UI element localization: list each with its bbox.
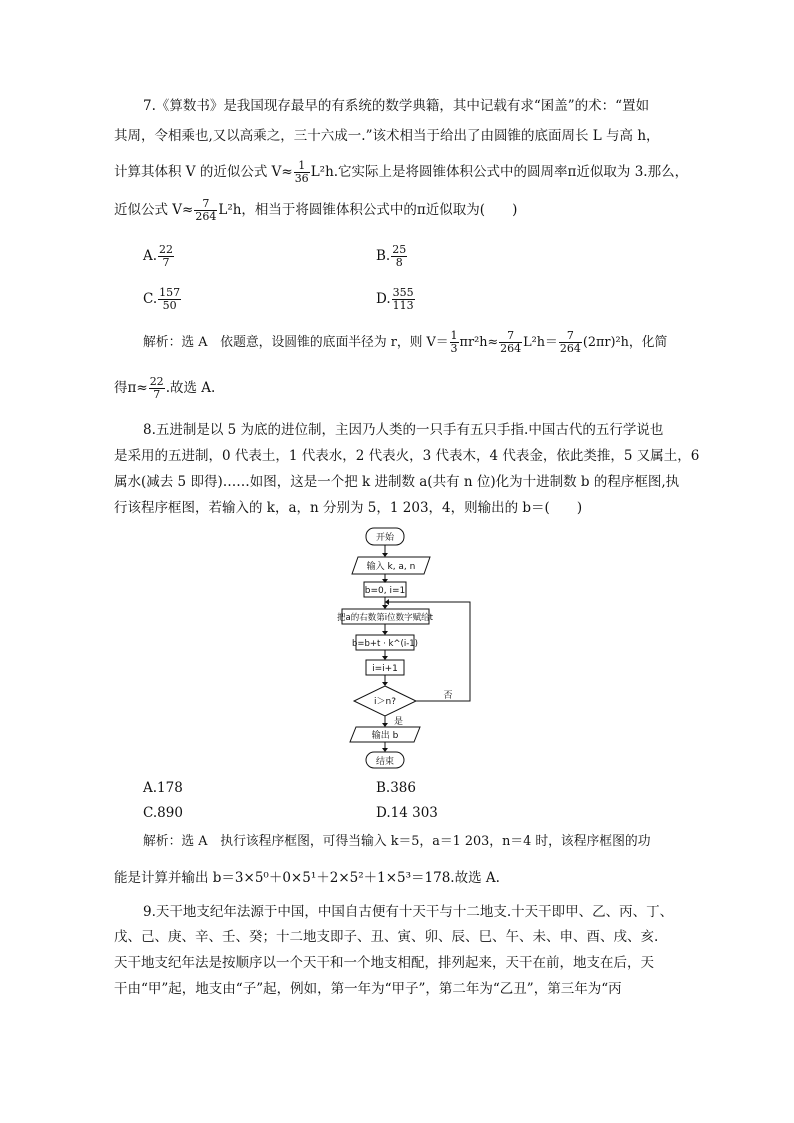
q9-line-4: 干由“甲”起，地支由“子”起，例如，第一年为“甲子”，第二年为“乙丑”，第三年为“丙 bbox=[114, 981, 622, 997]
q8-option-a: A.178 bbox=[143, 780, 183, 796]
q7-line-4: 近似公式 V≈ $\frac{7}{264}$ L²h，相当于将圆锥体积公式中的π近似取为( ) bbox=[114, 197, 518, 223]
flow-update-text: b=b+t · k^(i-1) bbox=[352, 639, 418, 649]
flow-assign-text: 把a的右数第i位数字赋给t bbox=[337, 613, 433, 623]
flow-yes-label: 是 bbox=[394, 717, 404, 727]
q7-line-3: 计算其体积 V 的近似公式 V≈ $\frac{1}{36}$ L²h.它实际上是将圆锥体积公式中的圆周率π近似取为 3.那么， bbox=[114, 159, 689, 185]
q8-line-4: 行该程序框图，若输入的 k，a，n 分别为 5，1 203，4，则输出的 b＝( ) bbox=[114, 500, 583, 516]
q7-line-1: 7.《算数书》是我国现存最早的有系统的数学典籍，其中记载有求“囷盖”的术：“置如 bbox=[143, 98, 650, 114]
flow-input-text: 输入 k, a, n bbox=[366, 562, 416, 572]
program-flowchart bbox=[330, 522, 480, 770]
q8-option-b: B.386 bbox=[376, 780, 416, 796]
q7-solution-line-1: 解析：选 A 依题意，设圆锥的底面半径为 r，则 V＝ $\frac{1}{3}$ πr²h≈ $\frac{7}{264}$ L²h＝ $\frac{7}{264}$ (2πr)²h，化简 bbox=[143, 329, 668, 355]
q9-line-2: 戊、己、庚、辛、壬、癸；十二地支即子、丑、寅、卯、辰、巳、午、未、申、酉、戌、亥. bbox=[114, 929, 659, 945]
flow-increment-text: i=i+1 bbox=[372, 664, 398, 674]
q7-option-d: D. $\frac{355}{113}$ bbox=[376, 286, 414, 312]
flow-no-label: 否 bbox=[443, 691, 453, 701]
flow-output-text: 输出 b bbox=[371, 731, 399, 741]
q8-option-d: D.14 303 bbox=[376, 805, 438, 821]
q7-option-c: C. $\frac{157}{50}$ bbox=[143, 286, 181, 312]
flow-start-text: 开始 bbox=[375, 533, 395, 543]
fraction: $\frac{7}{264}$ bbox=[195, 197, 217, 223]
q8-option-c: C.890 bbox=[143, 805, 183, 821]
flow-init-text: b=0, i=1 bbox=[364, 586, 406, 596]
q9-line-1: 9.天干地支纪年法源于中国，中国自古便有十天干与十二地支.十天干即甲、乙、丙、丁、 bbox=[143, 904, 674, 920]
q7-option-a: A. $\frac{22}{7}$ bbox=[143, 243, 174, 269]
q8-line-2: 是采用的五进制，0 代表土，1 代表水，2 代表火，3 代表木，4 代表金，依此类推，5 又属土，6 bbox=[114, 448, 700, 464]
flow-end-text: 结束 bbox=[375, 757, 395, 767]
q9-line-3: 天干地支纪年法是按顺序以一个天干和一个地支相配，排列起来，天干在前，地支在后，天 bbox=[114, 955, 654, 971]
q8-solution-line-1: 解析：选 A 执行该程序框图，可得当输入 k＝5，a＝1 203，n＝4 时，该程序框图的功 bbox=[143, 834, 651, 849]
fraction: $\frac{1}{36}$ bbox=[294, 159, 309, 185]
q8-line-3: 属水(减去 5 即得)……如图，这是一个把 k 进制数 a(共有 n 位)化为十进制数 b 的程序框图,执 bbox=[114, 474, 680, 490]
flow-condition-text: i＞n? bbox=[374, 697, 396, 707]
q8-solution-line-2: 能是计算并输出 b＝3×5⁰＋0×5¹＋2×5²＋1×5³＝178.故选 A. bbox=[114, 870, 500, 886]
q7-solution-line-2: 得π≈ $\frac{22}{7}$ .故选 A. bbox=[114, 375, 216, 401]
q7-line-2: 其周，令相乘也,又以高乘之，三十六成一.”该术相当于给出了由圆锥的底面周长 L 与高 h， bbox=[114, 128, 660, 144]
q8-line-1: 8.五进制是以 5 为底的进位制，主因乃人类的一只手有五只手指.中国古代的五行学说也 bbox=[143, 422, 664, 438]
q7-option-b: B. $\frac{25}{8}$ bbox=[376, 243, 407, 269]
